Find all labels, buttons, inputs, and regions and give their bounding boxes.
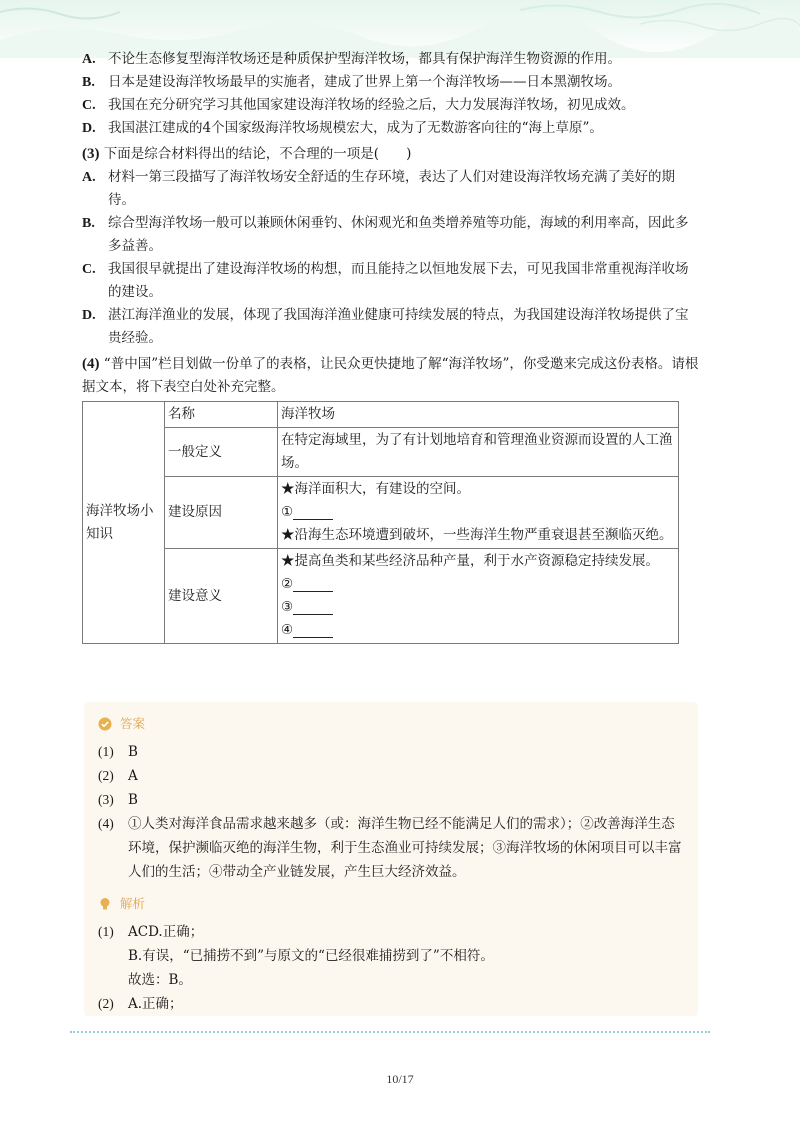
meaning-value-cell: ★提高鱼类和某些经济品种产量，利于水产资源稳定持续发展。 ② ③ ④ xyxy=(278,549,679,644)
check-badge-icon xyxy=(98,717,112,731)
answer-item: (3) B xyxy=(98,792,138,808)
question-4: (4) “普中国”栏目划做一份单了的表格，让民众更快捷地了解“海洋牧场”，你受邀来完成这份表格。请根据文本，将下表空白处补充完整。 xyxy=(82,356,699,395)
q2-options xyxy=(82,48,700,140)
name-value-cell: 海洋牧场 xyxy=(278,402,679,428)
side-label-cell: 海洋牧场小知识 xyxy=(83,402,165,644)
answer-item: (1) B xyxy=(98,744,138,760)
table-row xyxy=(83,477,679,549)
q3-option-d: D. 湛江海洋渔业的发展，体现了我国海洋渔业健康可持续发展的特点，为我国建设海洋牧场提供了宝贵经验。 xyxy=(82,307,689,346)
page-number: 10/17 xyxy=(386,1072,414,1086)
question-3: (3) 下面是综合材料得出的结论，不合理的一项是( ) xyxy=(82,146,412,162)
reason-value-cell: ★海洋面积大，有建设的空间。 ① ★沿海生态环境遭到破坏，一些海洋生物严重衰退甚至濒临灭绝。 xyxy=(278,477,679,549)
q3-option-b: B. 综合型海洋牧场一般可以兼顾休闲垂钓、休闲观光和鱼类增养殖等功能，海域的利用率高，因此多多益善。 xyxy=(82,215,689,254)
knowledge-table xyxy=(82,401,679,644)
answer-panel xyxy=(84,702,698,1016)
table-row xyxy=(83,549,679,644)
blank-1[interactable]: ① xyxy=(281,501,675,524)
blank-4[interactable]: ④ xyxy=(281,619,675,642)
table-row xyxy=(83,428,679,477)
meaning-label-cell: 建设意义 xyxy=(165,549,278,644)
blank-2[interactable]: ② xyxy=(281,573,675,596)
option-d: D. 我国湛江建成的4个国家级海洋牧场规模宏大，成为了无数游客向往的“海上草原”。 xyxy=(82,120,603,136)
analysis-item-1: (1) ACD.正确； B.有误，“已捕捞不到”与原文的“已经很难捕捞到了”不相符。 故选：B。 xyxy=(98,924,494,988)
question-4-stem: “普中国”栏目划做一份单了的表格，让民众更快捷地了解“海洋牧场”，你受邀来完成这份表格。请根据文本，将下表空白处补充完整。 xyxy=(82,356,699,395)
q3-option-c: C. 我国很早就提出了建设海洋牧场的构想，而且能持之以恒地发展下去，可见我国非常重视海洋收场的建设。 xyxy=(82,261,689,300)
answer-item: (2) A xyxy=(98,768,138,784)
question-3-stem: 下面是综合材料得出的结论，不合理的一项是( ) xyxy=(103,146,412,162)
name-label-cell: 名称 xyxy=(165,402,278,428)
analysis-tag: 解析 xyxy=(98,892,688,916)
blank-3[interactable]: ③ xyxy=(281,596,675,619)
lightbulb-icon xyxy=(98,897,112,911)
dotted-divider xyxy=(70,1031,710,1033)
answer-item: (4) ①人类对海洋食品需求越来越多（或：海洋生物已经不能满足人们的需求）；②改善海洋生态环境，保护濒临灭绝的海洋生物，利于生态渔业可持续发展；③海洋牧场的休闲项目可以丰富人们的生活；④带动全产业链发展，产生巨大经济效益。 xyxy=(98,816,682,880)
question-content xyxy=(82,48,700,644)
table-row xyxy=(83,402,679,428)
option-b: B. 日本是建设海洋牧场最早的实施者，建成了世界上第一个海洋牧场——日本黑潮牧场。 xyxy=(82,74,621,90)
def-value-cell: 在特定海域里，为了有计划地培育和管理渔业资源而设置的人工渔场。 xyxy=(278,428,679,477)
analysis-item-2: (2) A.正确； xyxy=(98,996,183,1012)
answer-tag: 答案 xyxy=(98,712,688,736)
option-c: C. 我国在充分研究学习其他国家建设海洋牧场的经验之后，大力发展海洋牧场，初见成效。 xyxy=(82,97,635,113)
def-label-cell: 一般定义 xyxy=(165,428,278,477)
option-a: A. 不论生态修复型海洋牧场还是种质保护型海洋牧场，都具有保护海洋生物资源的作用。 xyxy=(82,51,621,67)
q3-option-a: A. 材料一第三段描写了海洋牧场安全舒适的生存环境，表达了人们对建设海洋牧场充满了美好的期待。 xyxy=(82,169,675,208)
reason-label-cell: 建设原因 xyxy=(165,477,278,549)
